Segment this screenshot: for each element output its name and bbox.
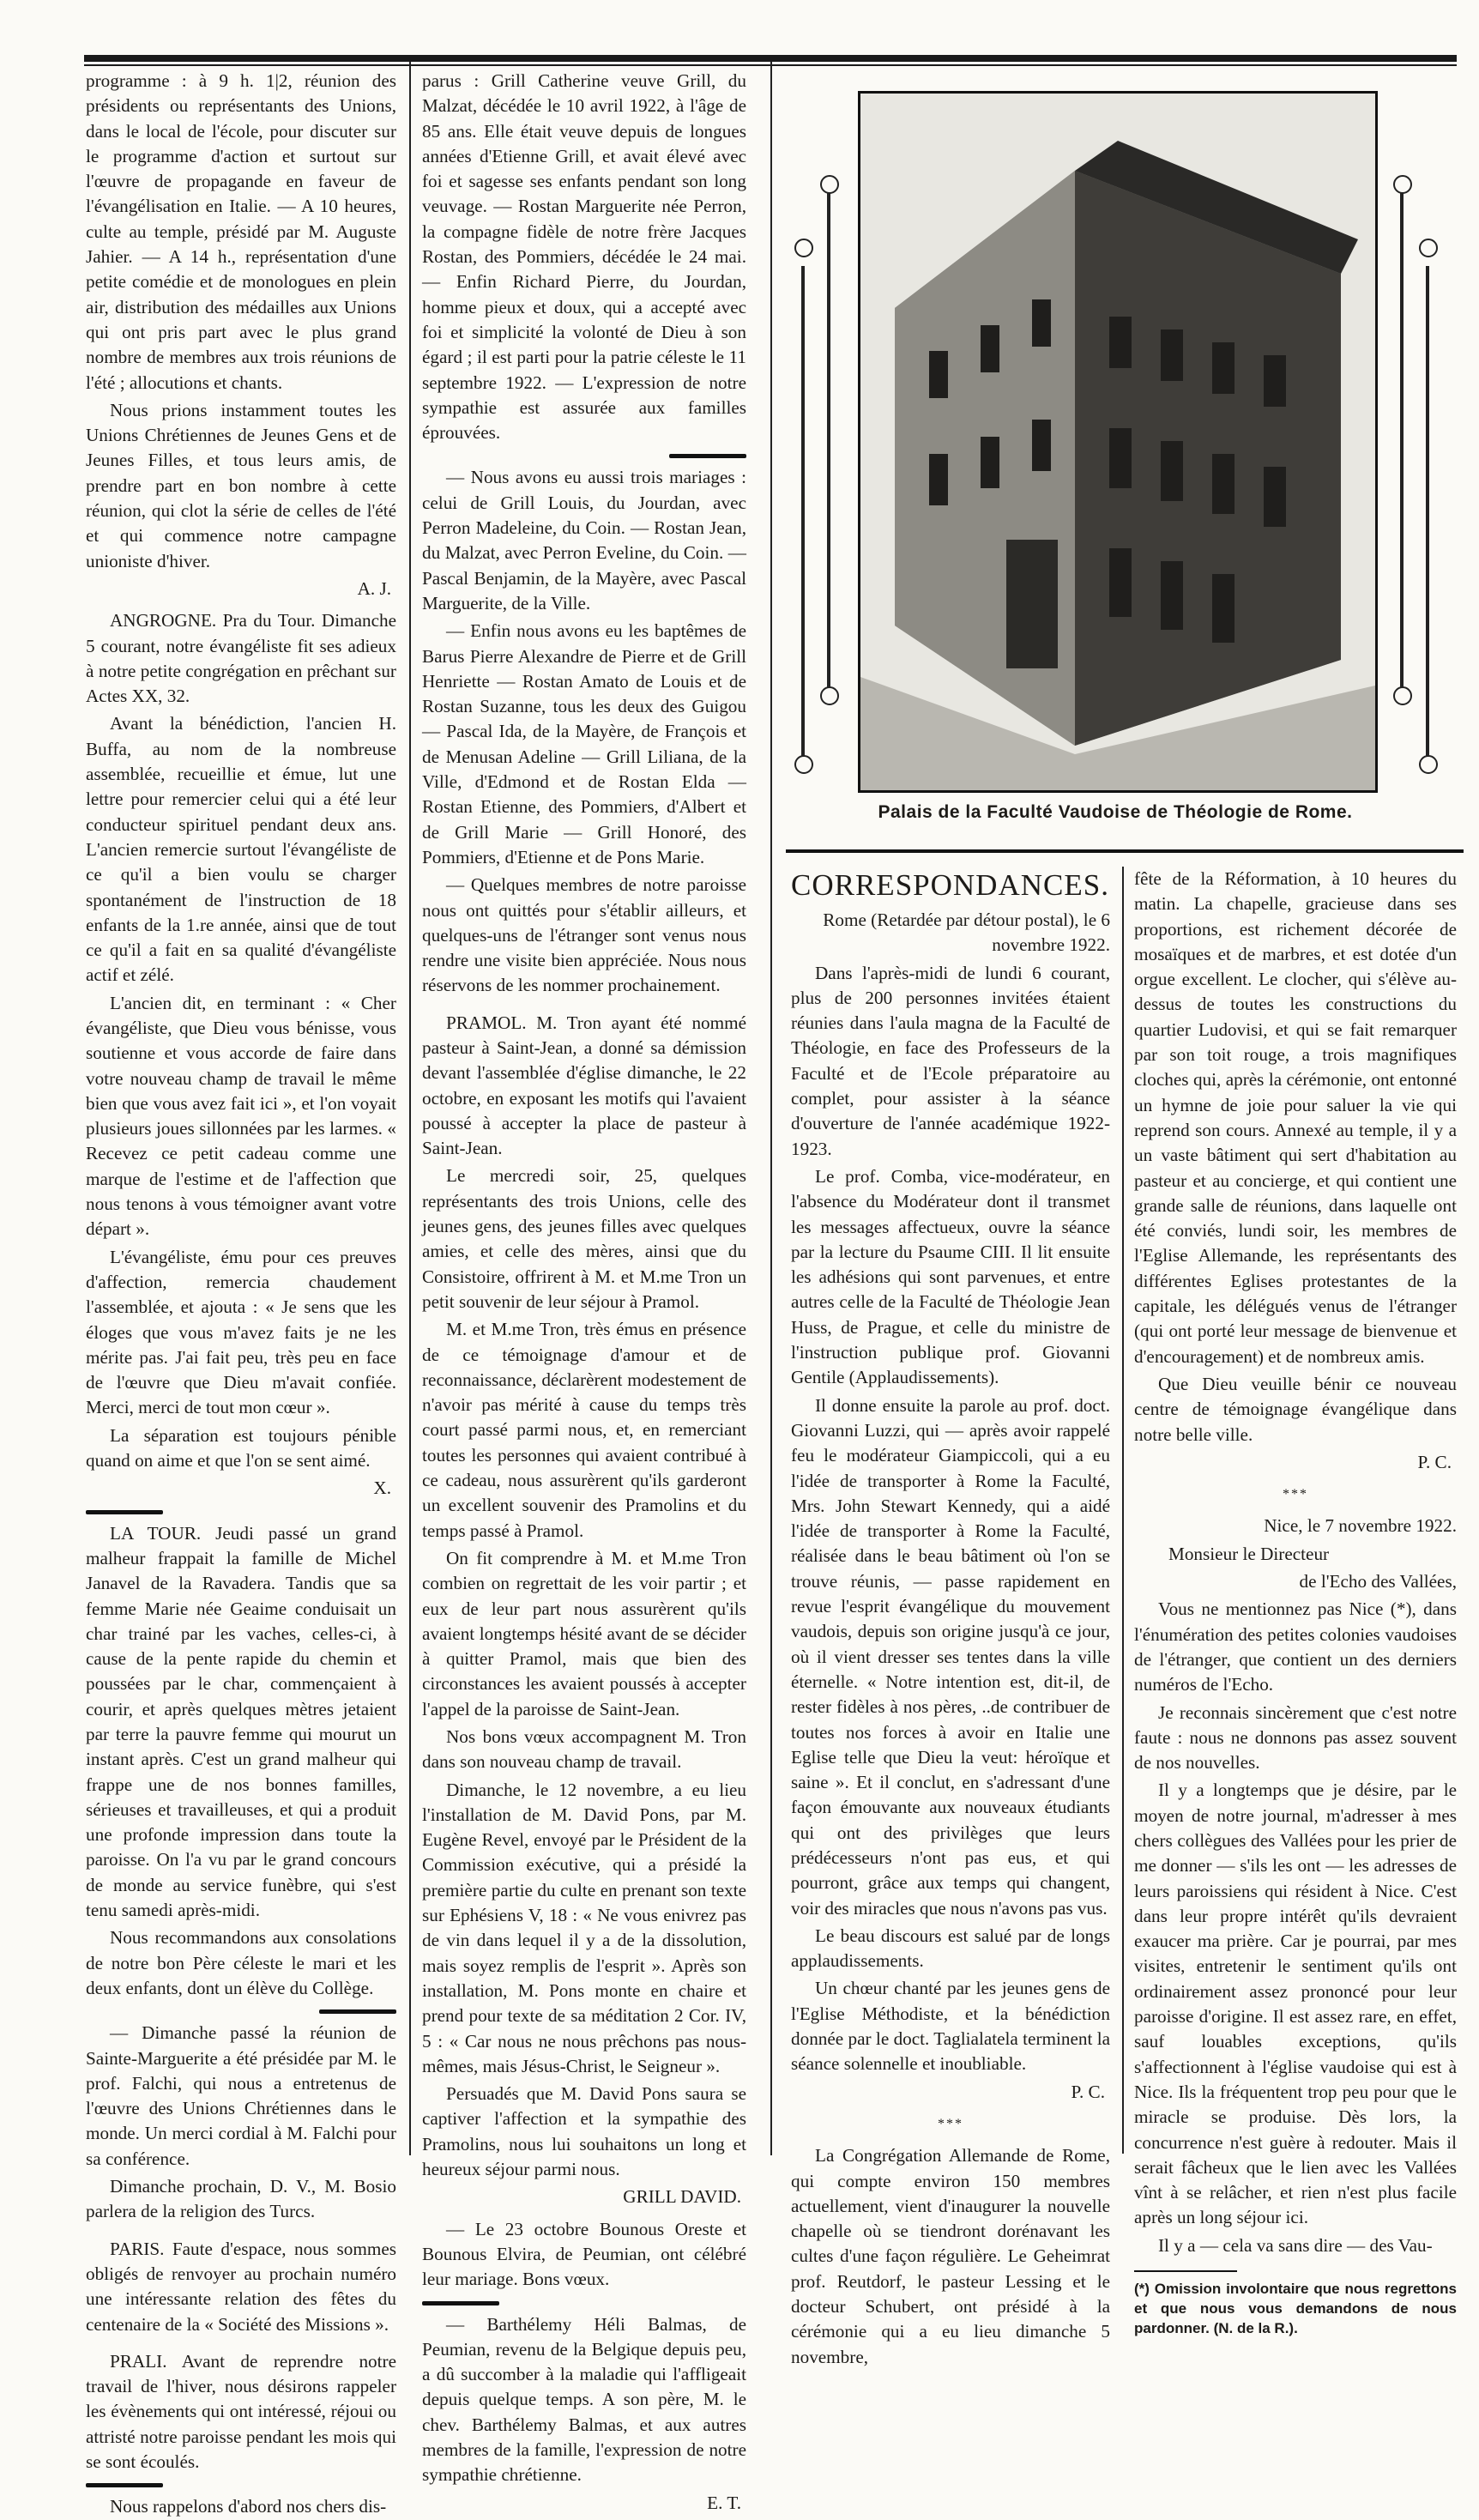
section-separator (86, 2483, 163, 2487)
building-photo (858, 91, 1378, 793)
signature: A. J. (357, 577, 391, 599)
paragraph: — Quelques membres de notre paroisse nous ont quittés pour s'établir ailleurs, et quelques-uns de l'étranger sont venus nous rendre une visite bien appréciée. Nous nous réservons de les nommer prochainement. (422, 874, 746, 996)
section-separator (319, 2009, 396, 2014)
paragraph: PARIS. Faute d'espace, nous sommes obligés de renvoyer au prochain numéro une intéressante relation des fêtes du centenaire de la « Société des Missions ». (86, 2238, 396, 2335)
paragraph: ANGROGNE. Pra du Tour. Dimanche 5 courant, notre évangéliste fit ses adieux à notre petite congrégation en prêchant sur Actes XX, 32. (86, 610, 396, 707)
paragraph: Il y a longtemps que je désire, par le moyen de notre journal, m'adresser à mes chers collègues des Vallées pour les prier de me donner — s'ils les ont — les adresses de leurs paroissiens qui résident à Nice. C'est dans leur propre intérêt qu'ils devraient exaucer ma prière. Car je pourrai, par mes visites, entretenir le sentiment qu'ils ont ordinairement assez prononcé pour leur paroisse d'origine. Il est assez rare, en effet, sauf louables exceptions, qu'ils s'affectionnent à l'église vaudoise qui est à Nice. Ils la fréquentent trop peu pour que le miracle se produise. Dès lors, la concurrence n'est guère à redouter. Mais il serait fâcheux que le lien avec les Vallées vînt à se relâcher, et rien n'est plus facile après un long séjour ici. (1134, 1780, 1457, 2228)
ornament-knot (1419, 239, 1438, 257)
paragraph: Dimanche prochain, D. V., M. Bosio parlera de la religion des Turcs. (86, 2176, 396, 2222)
ornament-knot (820, 686, 839, 705)
paragraph: Avant la bénédiction, l'ancien H. Buffa, au nom de la nombreuse assemblée, recueillie et émue, lut une lettre pour remercier celui qui a été leur conducteur spirituel pendant deux ans. L'ancien remercie surtout l'évangéliste de ce qu'il a bien voulu se charger spontanément de l'instruction de 18 enfants de la 1.re année, ainsi que de tout ce qu'il a fait en sa qualité d'évangéliste actif et zélé. (86, 713, 396, 986)
paragraph: parus : Grill Catherine veuve Grill, du Malzat, décédée le 10 avril 1922, à l'âge de 85 ans. Elle était veuve depuis de longues années d'Etienne Grill, et avait élevé avec foi et sagesse ses enfants pendant son long veuvage. — Rostan Marguerite née Perron, la compagne fidèle de notre frère Jacques Rostan, des Pommiers, décédée le 24 mai. — Enfin Richard Pierre, du Jourdan, homme pieux et doux, qui a accepté avec foi et simplicité la volonté de Dieu à son égard ; il est parti pour la patrie céleste le 11 septembre 1922. — L'expression de notre sympathie est assurée aux familles éprouvées. (422, 70, 746, 444)
ornament-right (1426, 266, 1429, 772)
column-rule-2 (770, 62, 772, 2155)
paragraph: — Enfin nous avons eu les baptêmes de Barus Pierre Alexandre de Pierre et de Grill Henriette — Rostan Amato de Louis et de Rostan Suzanne, tous les deux des Guigou — Pascal Ida, de la Mayère, de François et de Menusan Adeline — Grill Liliana, de la Ville, d'Edmond et de Rostan Elda — Rostan Etienne, des Pommiers, d'Albert et de Grill Marie — Grill Honoré, des Pommiers, d'Etienne et de Pons Marie. (422, 620, 746, 867)
ornament-knot (794, 239, 813, 257)
ornament-knot (1419, 755, 1438, 774)
signature: P. C. (1417, 1451, 1452, 1472)
paragraph: L'évangéliste, ému pour ces preuves d'affection, remercia chaudement l'assemblée, et ajouta : « Je sens que les éloges que vous m'avez faits je ne les mérite pas. J'ai fait peu, très peu en face de l'œuvre que Dieu m'avait confiée. Merci, merci de tout mon cœur ». (86, 1246, 396, 1418)
paragraph: La séparation est toujours pénible quand on aime et que l'on se sent aimé. (86, 1424, 396, 1472)
ornament-left-inner (827, 180, 830, 695)
paragraph: Persuadés que M. David Pons saura se captiver l'affection et la sympathie des Pramolins, nous lui souhaitons un long et heureux séjour parmi nous. (422, 2083, 746, 2180)
paragraph: programme : à 9 h. 1|2, réunion des présidents ou représentants des Unions, dans le local de l'école, pour discuter sur le programme d'action et surtout sur l'œuvre de propagande en faveur de l'évangélisation en Italie. — A 10 heures, culte au temple, présidé par M. Auguste Jahier. — A 14 h., représentation d'une petite comédie et de monologues en plein air, distribution des médailles aux Unions qui ont pris part avec le plus grand nombre de membres aux trois réunions de l'été ; allocutions et chants. (86, 70, 396, 393)
paragraph: LA TOUR. Jeudi passé un grand malheur frappait la famille de Michel Janavel de la Ravadera. Tandis que sa femme Marie née Geaime conduisait un char trainé par les vaches, celles-ci, à cause de la pente rapide du chemin et poussées par le char, commençaient à courir, et après quelques mètres jetaient par terre la pauvre femme qui mourut un instant après. C'est un grand malheur qui frappe une de nos bonnes familles, sérieuses et travailleuses, et qui a produit une profonde impression dans toute la paroisse. On l'a vu par le grand concours de monde au service funèbre, qui s'est tenu samedi après-midi. (86, 1522, 396, 1921)
paragraph: Le prof. Comba, vice-modérateur, en l'absence du Modérateur dont il transmet les messages affectueux, ouvre la séance par la lecture du Psaume CIII. Il lit ensuite les adhésions qui sont parvenues, et entre autres celle de la Faculté de Théologie Jean Huss, de Prague, et celle du ministre de l'instruction publique prof. Giovanni Gentile (Applaudissements). (791, 1165, 1110, 1388)
footnote: (*) Omission involontaire que nous regrettons et que nous vous demandons de nous pardonner. (N. de la R.). (1134, 2281, 1457, 2337)
paragraph: — Barthélemy Héli Balmas, de Peumian, revenu de la Belgique depuis peu, a dû succomber à la maladie qui l'affligeait depuis quelque temps. A son père, M. le chev. Barthélemy Balmas, et aux autres membres de la famille, l'expression de notre sympathie chrétienne. (422, 2313, 746, 2486)
paragraph: Il donne ensuite la parole au prof. doct. Giovanni Luzzi, qui — après avoir rappelé feu le modérateur Giampiccoli, qui a eu l'idée de transporter à Rome la Faculté, Mrs. John Stewart Kennedy, qui a aidé l'idée de transporter à Rome la Faculté, réalisée dans le beau bâtiment où l'on se trouve réunis, — passe rapidement en revue l'esprit évangélique du mouvement vaudois, depuis son origine jusqu'à ce jour, où il vient dresser ses tentes dans la ville éternelle. « Notre intention est, dit-il, de rester fidèles à nos pères, ..de contribuer de toutes nos forces à avoir en Italie une Eglise telle que Dieu la veut: héroïque et saine ». Et il conclut, en s'adressant d'une façon émouvante aux nouveaux étudiants qui ont des privilèges que leurs prédécesseurs n'ont pas eus, et qui pourront, grâce aux temps qui changent, voir des miracles que nous n'avons pas vus. (791, 1394, 1110, 1919)
paragraph: La Congrégation Allemande de Rome, qui compte environ 150 membres actuellement, vient d'inaugurer la nouvelle chapelle où se tiendront dorénavant les cultes d'une façon régulière. Le Geheimrat prof. Reutdorf, le pasteur Lessing et le docteur Schubert, ont présidé à la cérémonie qui a eu lieu dimanche 5 novembre, (791, 2145, 1110, 2367)
paragraph: — Dimanche passé la réunion de Sainte-Marguerite a été présidée par M. le prof. Falchi, qui nous a entretenus de l'œuvre des Unions Chrétiennes dans le monde. Un merci cordial à M. Falchi pour sa conférence. (86, 2022, 396, 2169)
signature: GRILL DAVID. (623, 2186, 741, 2208)
paragraph: — Nous avons eu aussi trois mariages : celui de Grill Louis, du Jourdan, avec Perron Madeleine, du Coin. — Rostan Jean, du Malzat, avec Perron Eveline, du Coin. — Pascal Benjamin, de la Mayère, avec Pascal Marguerite, de la Ville. (422, 467, 746, 613)
ornament-knot (1393, 175, 1412, 194)
paragraph: Dimanche, le 12 novembre, a eu lieu l'installation de M. David Pons, par M. Eugène Revel, envoyé par le Président de la Commission exécutive, qui a présidé la première partie du culte en prenant son texte sur Ephésiens V, 18 : « Ne vous enivrez pas de vin dans lequel il y a de la dissolution, mais soyez remplis de l'esprit ». Après son installation, M. Pons monte en chaire et prend pour texte de sa méditation 2 Cor. IV, 5 : « Car nous ne nous prêchons pas nous-mêmes, mais Jésus-Christ, le Seigneur ». (422, 1779, 746, 2076)
section-separator (669, 454, 746, 458)
paragraph: Nous rappelons d'abord nos chers dis- (110, 2496, 387, 2517)
paragraph: M. et M.me Tron, très émus en présence de ce témoignage d'amour et de reconnaissance, déclarèrent modestement de n'avoir pas mérité à cause du temps très court passé parmi nous, et, en remerciant toutes les personnes qui avaient contribué à ce cadeau, nous assurèrent qu'ils garderont un excellent souvenir des Pramolins et du temps passé à Pramol. (422, 1319, 746, 1541)
ornament-knot (820, 175, 839, 194)
paragraph: PRALI. Avant de reprendre notre travail de l'hiver, nous désirons rappeler les évènements qui ont intéressé, réjoui ou attristé notre paroisse pendant les mois qui se sont écoulés. (86, 2350, 396, 2473)
paragraph: fête de la Réformation, à 10 heures du matin. La chapelle, gracieuse dans ses proportions, est richement décorée de mosaïques et de marbres, et est dotée d'un orgue excellent. Le clocher, qui s'élève au-dessus de toutes les constructions du quartier Ludovisi, et qui se fait remarquer par son toit rouge, a trois magnifiques cloches qui, après la cérémonie, ont entonné un hymne de joie pour saluer la vie qui reprend son cours. Annexé au temple, il y a un vaste bâtiment qui sert d'habitation au pasteur et au concierge, et qui contient une grande salle de réunions, dans laquelle ont été conviés, lundi soir, les membres de l'Eglise Allemande, les représentants des différentes Eglises protestantes de la capitale, les délégués venus de l'étranger (qui ont porté leur message de bienvenue et d'encouragement) et de nombreux amis. (1134, 868, 1457, 1367)
column-1 (86, 69, 396, 2517)
signature: P. C. (1071, 2081, 1105, 2102)
top-rule (84, 55, 1457, 62)
section-heading: CORRESPONDANCES. (791, 868, 1109, 902)
figure (789, 86, 1441, 858)
figure-bottom-rule (786, 849, 1464, 853)
column-rule-1 (409, 62, 411, 2155)
footnote-rule (1134, 2270, 1237, 2272)
paragraph: Le mercredi soir, 25, quelques représentants des trois Unions, celle des jeunes gens, des jeunes filles avec quelques amies, et celle des mères, ainsi que du Consistoire, offrirent à M. et M.me Tron un petit souvenir de leur séjour à Pramol. (422, 1165, 746, 1312)
paragraph: Vous ne mentionnez pas Nice (*), dans l'énumération des petites colonies vaudoises de l'étranger, que contient un des derniers numéros de l'Echo. (1134, 1598, 1457, 1695)
figure-caption: Palais de la Faculté Vaudoise de Théologie de Rome. (878, 802, 1353, 822)
signature: X. (373, 1478, 391, 1499)
paragraph: Dans l'après-midi de lundi 6 courant, plus de 200 personnes invitées étaient réunies dans l'aula magna de la Faculté de Théologie, en face des Professeurs de la Faculté et de l'Ecole préparatoire au complet, pour assister à la séance d'ouverture de l'année académique 1922-1923. (791, 962, 1110, 1159)
ornament-right-inner (1400, 180, 1404, 695)
signature: E. T. (707, 2492, 741, 2513)
column-4 (1134, 867, 1457, 2337)
ornament-knot (1393, 686, 1412, 705)
ornament-knot (794, 755, 813, 774)
paragraph: Un chœur chanté par les jeunes gens de l'Eglise Méthodiste, et la bénédiction donnée par le doct. Taglialatela terminent la séance solennelle et inoubliable. (791, 1978, 1110, 2075)
paragraph: Il y a — cela va sans dire — des Vau- (1158, 2234, 1433, 2256)
salutation: de l'Echo des Vallées, (1299, 1571, 1457, 1592)
separator-stars: *** (938, 2116, 963, 2131)
dateline: Nice, le 7 novembre 1922. (1264, 1515, 1457, 1537)
paragraph: Je reconnais sincèrement que c'est notre faute : nous ne donnons pas assez souvent de nos nouvelles. (1134, 1701, 1457, 1774)
paragraph: Nous prions instamment toutes les Unions Chrétiennes de Jeunes Gens et de Jeunes Filles, et tous leurs amis, de prendre part en bon nombre à cette réunion, qui clot la série de celles de l'été et qui commence notre campagne unioniste d'hiver. (86, 399, 396, 571)
paragraph: Que Dieu veuille bénir ce nouveau centre de témoignage évangélique dans notre belle ville. (1134, 1373, 1457, 1445)
ornament-left (801, 266, 805, 772)
building-illustration (860, 94, 1375, 790)
column-rule-3 (1122, 867, 1124, 2154)
paragraph: L'ancien dit, en terminant : « Cher évangéliste, que Dieu vous bénisse, vous soutienne et vous accorde de faire dans votre nouveau champ de travail le même bien que vous avez fait ici », et l'on voyait plusieurs joues sillonnées par les larmes. « Recevez ce petit cadeau comme une marque de l'estime et de l'affection que nous tenons à vous témoigner avant votre départ ». (86, 992, 396, 1240)
dateline: Rome (Retardée par détour postal), le 6 novembre 1922. (823, 909, 1110, 956)
paragraph: Nous recommandons aux consolations de notre bon Père céleste le mari et les deux enfants, dont un élève du Collège. (86, 1927, 396, 1998)
paragraph: Nos bons vœux accompagnent M. Tron dans son nouveau champ de travail. (422, 1726, 746, 1773)
column-3 (791, 867, 1110, 2367)
salutation: Monsieur le Directeur (1168, 1543, 1330, 1564)
column-2 (422, 69, 746, 2513)
paragraph: — Le 23 octobre Bounous Oreste et Bounous Elvira, de Peumian, ont célébré leur mariage. Bons vœux. (422, 2218, 746, 2290)
section-separator (422, 2301, 499, 2305)
separator-stars: *** (1283, 1487, 1308, 1502)
paragraph: PRAMOL. M. Tron ayant été nommé pasteur à Saint-Jean, a donné sa démission devant l'assemblée d'église dimanche, le 22 octobre, en exposant les motifs qui l'avaient poussé à accepter la place de pasteur à Saint-Jean. (422, 1012, 746, 1159)
paragraph: Le beau discours est salué par de longs applaudissements. (791, 1925, 1110, 1972)
paragraph: On fit comprendre à M. et M.me Tron combien on regrettait de les voir partir ; et eux de leur part nous assurèrent qu'ils avaient longtemps hésité avant de se décider à quitter Pramol, mais que bien des circonstances les avaient poussés à accepter l'appel de la paroisse de Saint-Jean. (422, 1547, 746, 1719)
section-separator (86, 1510, 163, 1514)
